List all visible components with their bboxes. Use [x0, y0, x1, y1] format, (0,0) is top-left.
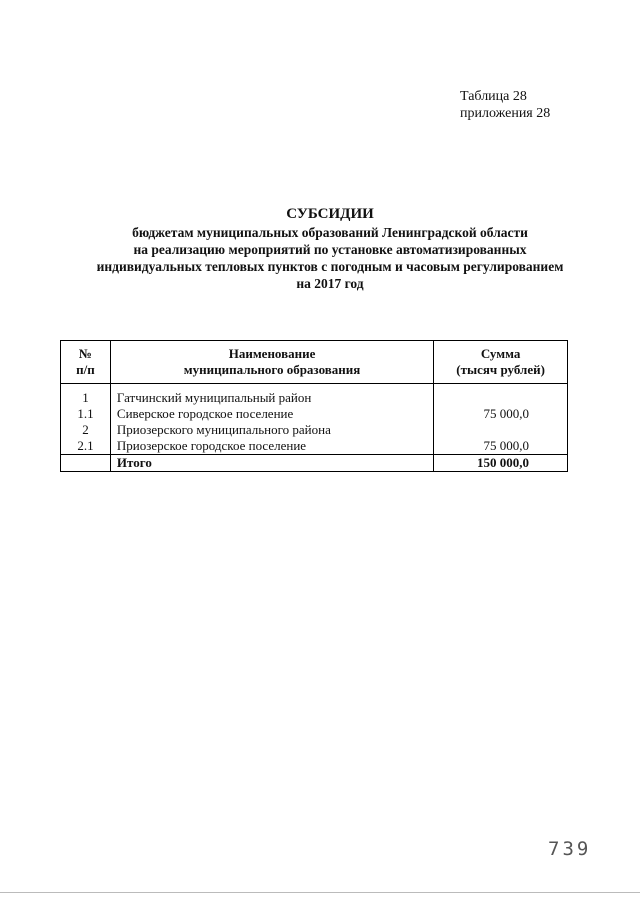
total-amount: 150 000,0	[434, 455, 568, 472]
heading-line-3: индивидуальных тепловых пунктов с погодным и часовым регулированием	[96, 259, 564, 274]
page-number: 739	[548, 838, 592, 860]
heading-line-1: бюджетам муниципальных образований Ленинградской области	[132, 225, 528, 240]
heading-line-4: на 2017 год	[296, 276, 364, 291]
subsidies-table	[60, 340, 568, 472]
total-number	[61, 455, 111, 472]
table-reference-line-2: приложения 28	[460, 106, 551, 121]
row-name: Гатчинский муниципальный район	[110, 384, 433, 407]
table-header-row	[61, 341, 568, 384]
heading-title: СУБСИДИИ	[286, 206, 374, 222]
heading-line-2: на реализацию мероприятий по установке автоматизированных	[133, 242, 527, 257]
row-amount	[434, 422, 568, 438]
table-total-row	[61, 455, 568, 472]
table-row	[61, 438, 568, 455]
header-name-line-2: муниципального образования	[183, 362, 361, 377]
header-sum	[434, 341, 568, 384]
total-label: Итого	[110, 455, 433, 472]
header-number-line-2: п/п	[76, 362, 95, 377]
header-sum-line-2: (тысяч рублей)	[456, 362, 545, 377]
row-number: 1	[61, 384, 111, 407]
row-number: 2.1	[61, 438, 111, 455]
row-name: Приозерское городское поселение	[110, 438, 433, 455]
header-number	[61, 341, 111, 384]
table-row	[61, 422, 568, 438]
row-name: Сиверское городское поселение	[110, 406, 433, 422]
table-reference	[460, 88, 550, 122]
table-row	[61, 406, 568, 422]
header-name	[110, 341, 433, 384]
table-reference-line-1: Таблица 28	[460, 89, 527, 104]
row-name: Приозерского муниципального района	[110, 422, 433, 438]
scan-edge-divider	[0, 892, 640, 893]
row-number: 2	[61, 422, 111, 438]
header-name-line-1: Наименование	[228, 346, 316, 361]
row-amount: 75 000,0	[434, 406, 568, 422]
row-amount	[434, 384, 568, 407]
header-sum-line-1: Сумма	[480, 346, 521, 361]
document-heading	[40, 205, 620, 292]
header-number-line-1: №	[78, 346, 92, 361]
table-row	[61, 384, 568, 407]
row-amount: 75 000,0	[434, 438, 568, 455]
row-number: 1.1	[61, 406, 111, 422]
